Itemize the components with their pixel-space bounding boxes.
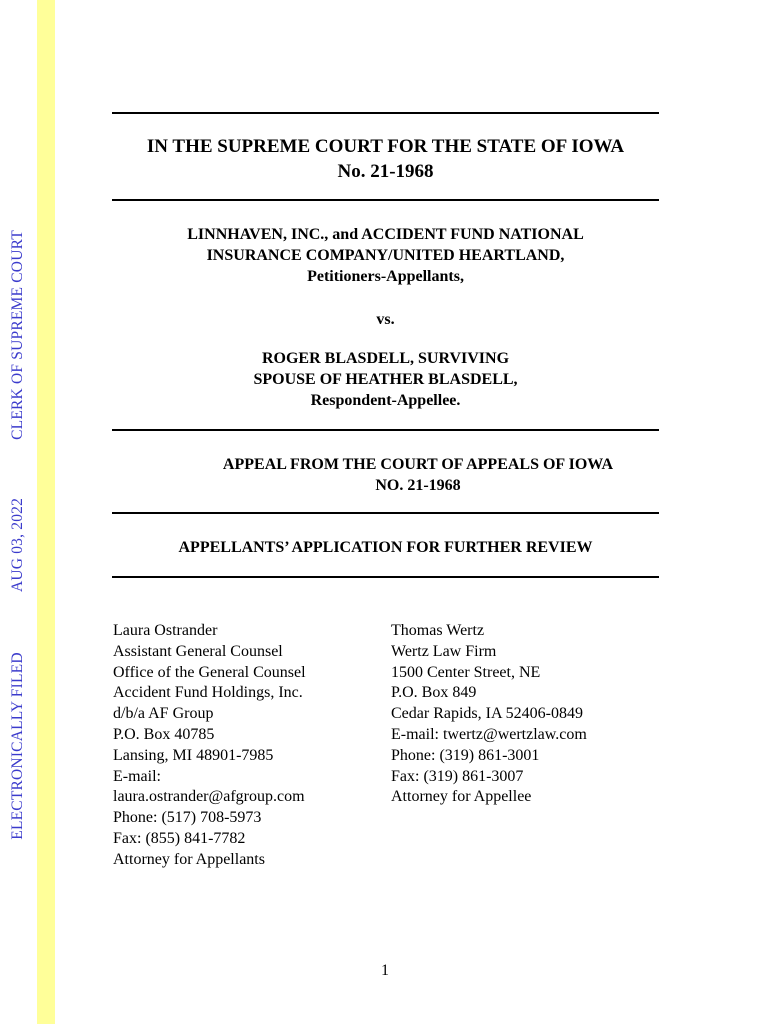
page-number: 1 [381,962,389,979]
counsel-line: Phone: (517) 708-5973 [113,809,262,827]
appeal-number: NO. 21-1968 [375,477,461,494]
court-heading [112,134,659,184]
appellee-counsel-block [391,621,587,808]
respondent-line: ROGER BLASDELL, SURVIVING [261,350,510,367]
counsel-line: Attorney for Appellants [113,850,265,868]
petitioners-role: Petitioners-Appellants, [307,268,464,285]
petitioners-line: INSURANCE COMPANY/UNITED HEARTLAND, [206,247,565,264]
respondent-role: Respondent-Appellee. [310,392,461,409]
appeal-court: APPEAL FROM THE COURT OF APPEALS OF IOWA [222,456,614,473]
counsel-line: 1500 Center Street, NE [391,663,541,681]
counsel-line: Assistant General Counsel [113,642,283,660]
counsel-line: P.O. Box 40785 [113,725,215,743]
petitioners-block [112,224,659,287]
counsel-line: P.O. Box 849 [391,684,477,702]
divider-rule [112,512,659,514]
petitioners-line: LINNHAVEN, INC., and ACCIDENT FUND NATIONAL [187,226,584,243]
counsel-line: Fax: (319) 861-3007 [391,767,524,785]
filing-stamp: ELECTRONICALLY FILED AUG 03, 2022 CLERK OF SUPREME COURT [9,230,26,840]
counsel-line: Phone: (319) 861-3001 [391,746,540,764]
counsel-line: Accident Fund Holdings, Inc. [113,684,303,702]
divider-rule [112,429,659,431]
counsel-line: Lansing, MI 48901-7985 [113,746,274,764]
counsel-line: E-mail: [113,767,161,785]
versus-label: vs. [376,311,395,328]
court-name: IN THE SUPREME COURT FOR THE STATE OF IOWA [146,136,625,157]
margin-highlight-stripe [37,0,55,1024]
counsel-line: Cedar Rapids, IA 52406-0849 [391,705,583,723]
counsel-line: Wertz Law Firm [391,642,497,660]
counsel-line: Fax: (855) 841-7782 [113,829,246,847]
respondent-block [112,348,659,411]
counsel-line: d/b/a AF Group [113,705,214,723]
appellants-counsel-block [113,621,306,871]
divider-rule [112,112,659,114]
respondent-line: SPOUSE OF HEATHER BLASDELL, [253,371,518,388]
document-title: APPELLANTS’ APPLICATION FOR FURTHER REVIEW [178,539,593,556]
email-link[interactable]: E-mail: twertz@wertzlaw.com [391,725,587,743]
divider-rule [112,199,659,201]
email-link[interactable]: laura.ostrander@afgroup.com [113,788,305,806]
counsel-line: Laura Ostrander [113,622,218,639]
counsel-line: Attorney for Appellee [391,788,532,806]
counsel-line: Office of the General Counsel [113,663,306,681]
counsel-line: Thomas Wertz [391,622,485,639]
case-number: No. 21-1968 [337,161,434,182]
divider-rule [112,576,659,578]
appeal-origin [148,454,688,496]
